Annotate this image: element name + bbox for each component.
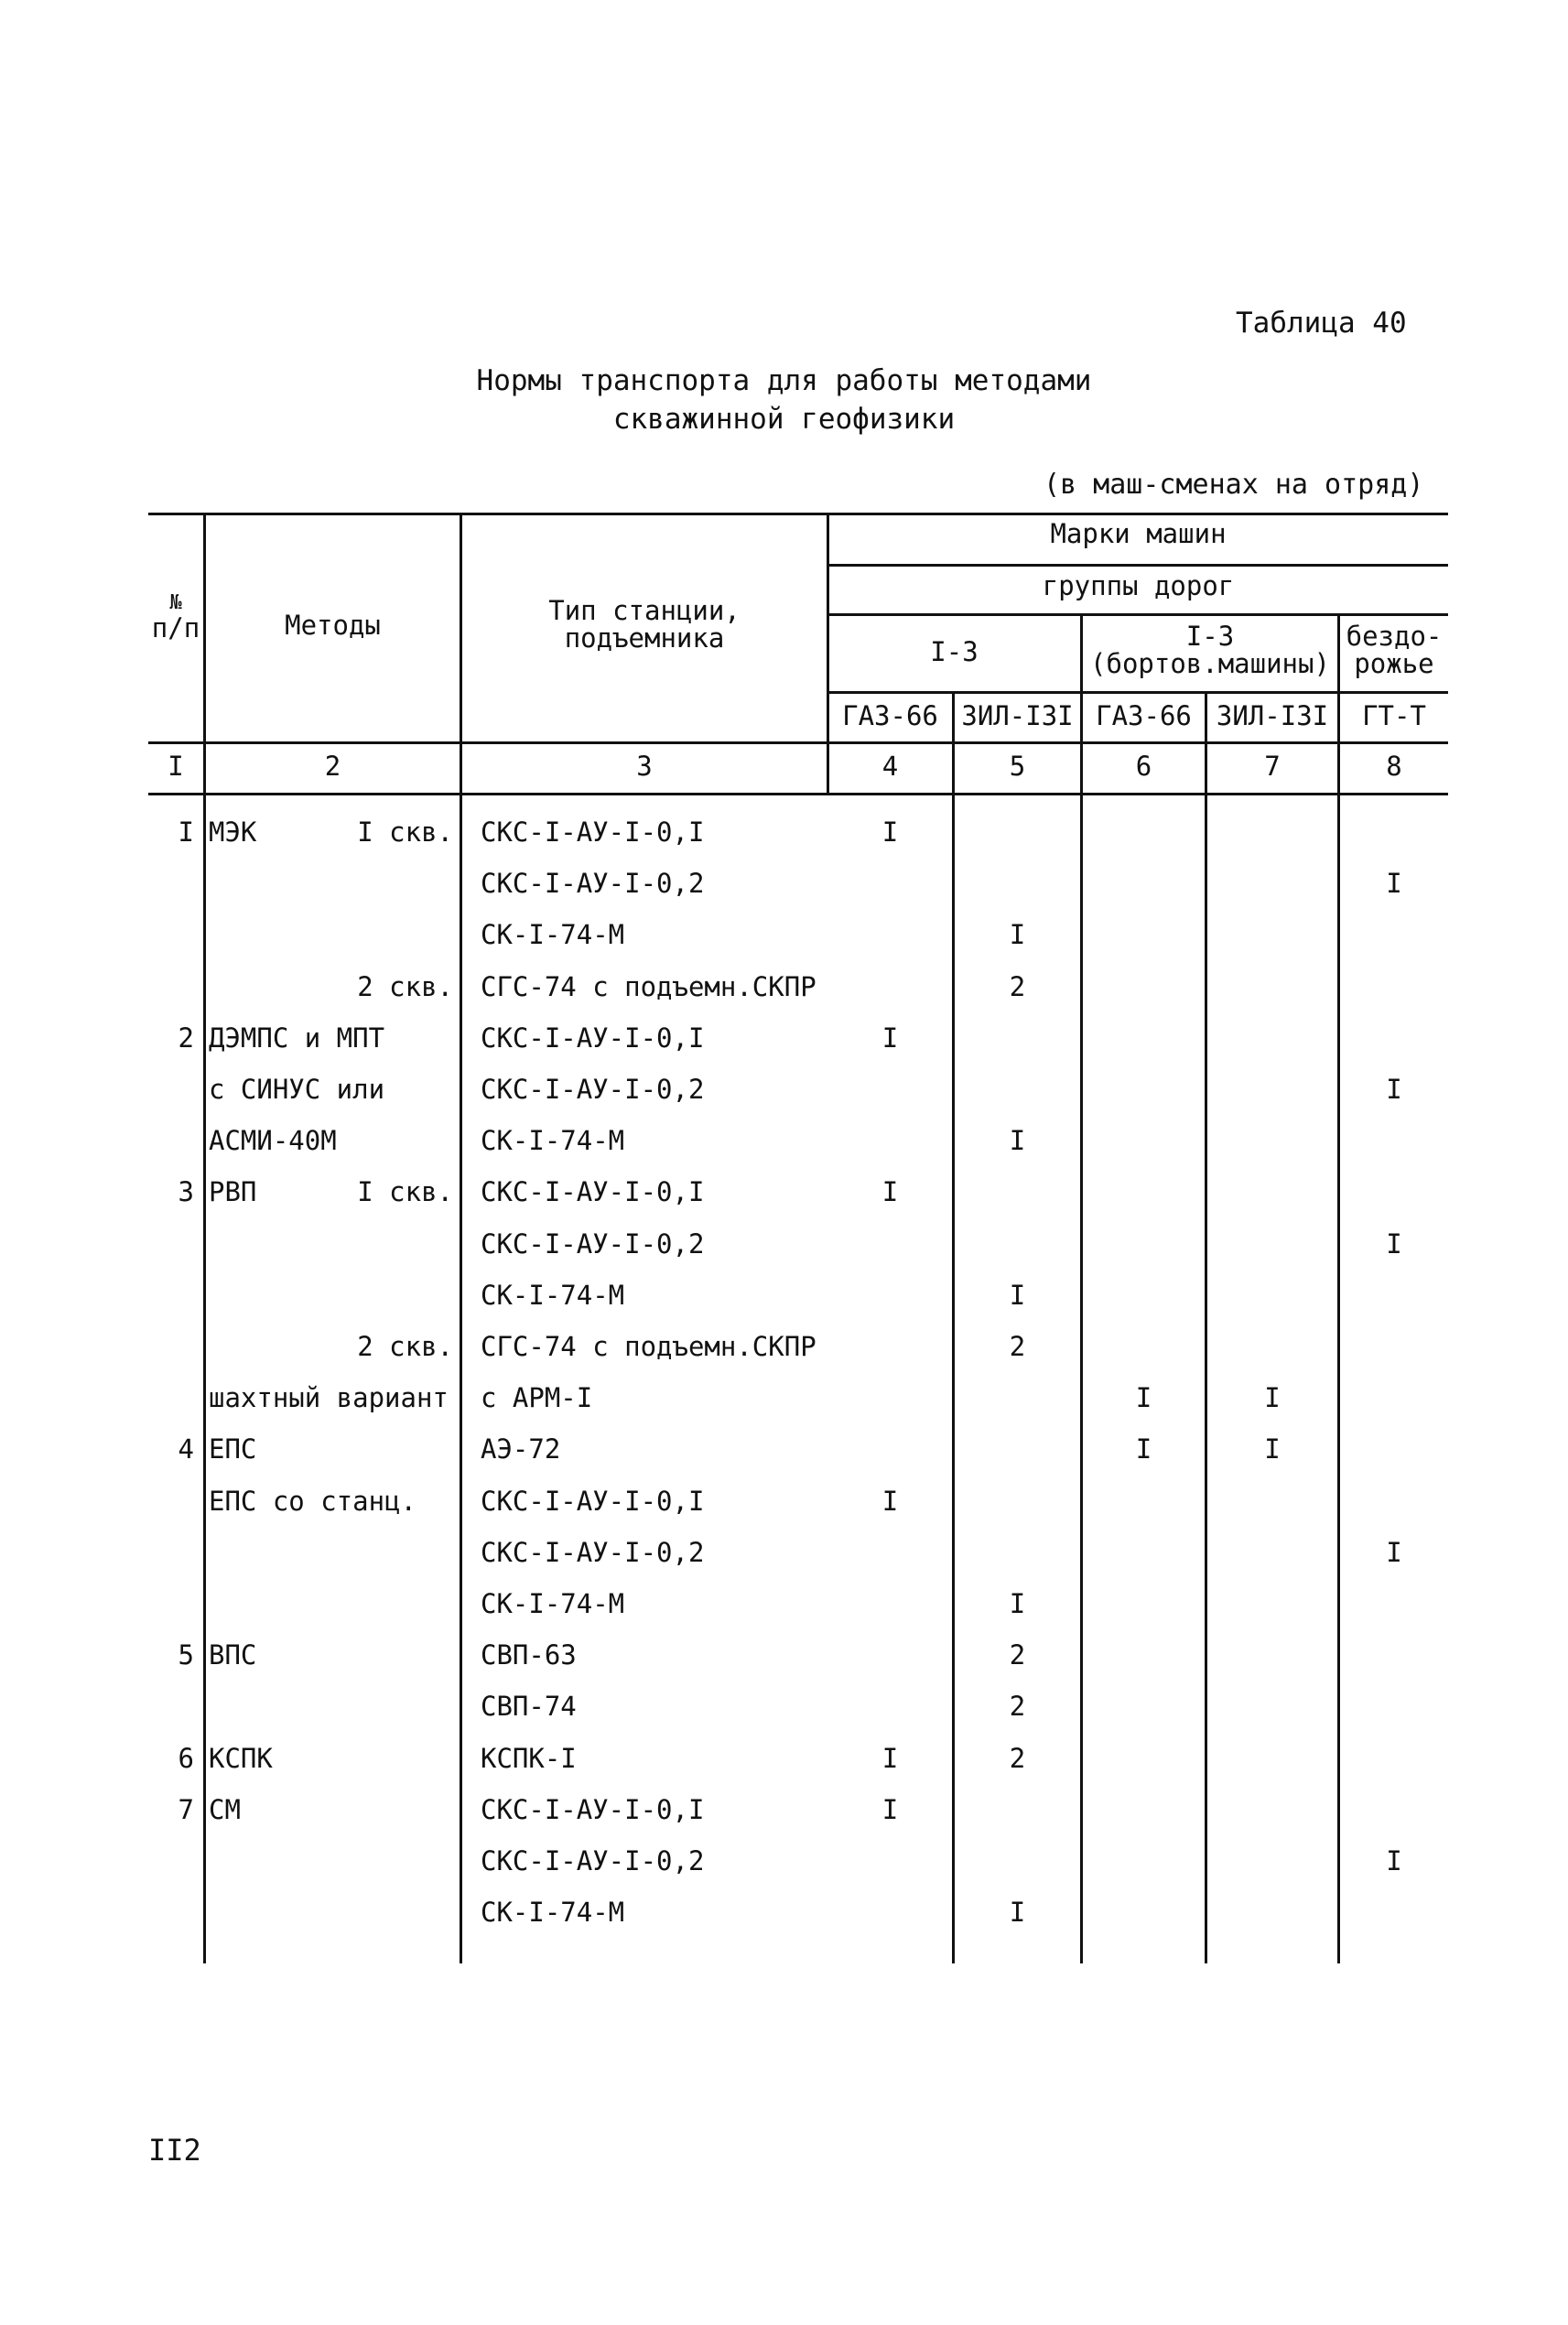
header-pp: п/п <box>151 612 200 643</box>
header-gaz66-b: ГАЗ-66 <box>1096 700 1192 731</box>
method-cell: КСПК <box>209 1743 273 1774</box>
col-divider-6 <box>1205 793 1207 1963</box>
gaz66-value: I <box>881 1743 899 1774</box>
station-type-cell: СКС-I-АУ-I-0,I <box>481 816 705 848</box>
station-type-cell: СКС-I-АУ-I-0,2 <box>481 1074 705 1105</box>
column-number-2: 2 <box>324 751 341 782</box>
header-offroad-line-1: бездо- <box>1346 621 1443 652</box>
station-type-cell: СКС-I-АУ-I-0,2 <box>481 868 705 899</box>
column-number-3: 3 <box>636 751 653 782</box>
col-divider-7 <box>1337 613 1340 1963</box>
header-group-1-3-side <box>1083 622 1337 677</box>
zil131-value: I <box>1009 1125 1026 1156</box>
table-unit: (в маш-сменах на отряд) <box>1044 469 1424 501</box>
station-type-cell: СКС-I-АУ-I-0,I <box>481 1022 705 1054</box>
zil131-value: 2 <box>1009 1743 1026 1774</box>
column-number-6: 6 <box>1135 751 1152 782</box>
row-number: 5 <box>178 1639 194 1671</box>
method-cell: РВП <box>209 1176 257 1207</box>
header-gtt: ГТ-Т <box>1362 700 1426 731</box>
brands-underline <box>828 564 1448 567</box>
header-group-1-3: I-3 <box>930 636 979 667</box>
col-divider-5 <box>1080 613 1083 1963</box>
station-type-cell: СГС-74 с подъемн.СКПР <box>481 971 816 1002</box>
station-type-cell: СВП-63 <box>481 1639 577 1671</box>
gaz66-value: I <box>881 1176 899 1207</box>
header-gaz66-a: ГАЗ-66 <box>842 700 938 731</box>
road-groups-underline <box>828 613 1448 616</box>
column-number-5: 5 <box>1009 751 1026 782</box>
station-type-cell: СКС-I-АУ-I-0,2 <box>481 1537 705 1568</box>
header-car-brands: Марки машин <box>1050 518 1227 549</box>
gtt-value: I <box>1386 1228 1402 1260</box>
row-number: 4 <box>178 1433 194 1465</box>
zil131-value: 2 <box>1009 1691 1026 1722</box>
header-number-sign: № <box>169 591 182 614</box>
header-offroad <box>1340 622 1448 677</box>
column-number-1: I <box>168 751 184 782</box>
zil131-value: I <box>1009 1897 1026 1928</box>
station-type-cell: КСПК-I <box>481 1743 577 1774</box>
station-type-cell: с АРМ-I <box>481 1382 593 1413</box>
header-station-type <box>462 597 827 652</box>
header-road-groups: группы дорог <box>1042 570 1235 601</box>
station-type-cell: АЭ-72 <box>481 1433 561 1465</box>
station-type-cell: СК-I-74-М <box>481 1125 625 1156</box>
gaz66-value: I <box>881 1486 899 1517</box>
header-row-number <box>148 593 203 643</box>
header-group-1-3b-line-1: I-3 <box>1185 621 1235 652</box>
column-number-4: 4 <box>881 751 899 782</box>
gaz66-side-value: I <box>1135 1433 1152 1465</box>
row-number: 7 <box>178 1794 194 1825</box>
header-offroad-line-2: рожье <box>1354 648 1434 679</box>
header-methods: Методы <box>285 610 381 641</box>
zil131-value: 2 <box>1009 971 1026 1002</box>
row-number: 6 <box>178 1743 194 1774</box>
header-zil131-a: ЗИЛ-I3I <box>961 700 1074 731</box>
station-type-cell: СКС-I-АУ-I-0,2 <box>481 1845 705 1876</box>
header-group-1-3b-line-2: (бортов.машины) <box>1090 648 1330 679</box>
gaz66-value: I <box>881 816 899 848</box>
station-type-cell: СКС-I-АУ-I-0,2 <box>481 1228 705 1260</box>
header-zil131-b: ЗИЛ-I3I <box>1216 700 1329 731</box>
station-type-cell: СКС-I-АУ-I-0,I <box>481 1486 705 1517</box>
column-number-8: 8 <box>1386 751 1402 782</box>
gaz66-value: I <box>881 1022 899 1054</box>
groups-underline <box>828 691 1448 694</box>
method-cell: МЭК <box>209 816 257 848</box>
method-cell: ЕПС <box>209 1433 257 1465</box>
station-type-cell: СГС-74 с подъемн.СКПР <box>481 1331 816 1362</box>
method-cell: ВПС <box>209 1639 257 1671</box>
gaz66-side-value: I <box>1135 1382 1152 1413</box>
zil131-value: I <box>1009 1280 1026 1311</box>
gtt-value: I <box>1386 1074 1402 1105</box>
gtt-value: I <box>1386 868 1402 899</box>
method-wells-cell: 2 скв. <box>357 1331 453 1362</box>
row-number: 2 <box>178 1022 194 1054</box>
method-cell: СМ <box>209 1794 241 1825</box>
station-type-cell: СК-I-74-М <box>481 919 625 950</box>
table-title-line-1: Нормы транспорта для работы методами <box>476 364 1092 397</box>
table-title-line-2: скважинной геофизики <box>612 403 956 436</box>
zil131-value: I <box>1009 919 1026 950</box>
method-wells-cell: I скв. <box>357 816 453 848</box>
station-type-cell: СК-I-74-М <box>481 1897 625 1928</box>
gtt-value: I <box>1386 1845 1402 1876</box>
row-number: I <box>178 816 194 848</box>
header-bottom-border <box>148 741 1448 744</box>
row-number: 3 <box>178 1176 194 1207</box>
station-type-cell: СК-I-74-М <box>481 1588 625 1619</box>
header-station-line-2: подъемника <box>564 622 725 654</box>
col-divider-1 <box>203 513 206 1963</box>
table-top-border <box>148 513 1448 515</box>
method-cell: шахтный вариант <box>209 1382 449 1413</box>
col-divider-2 <box>460 513 462 1963</box>
station-type-cell: СКС-I-АУ-I-0,I <box>481 1794 705 1825</box>
col-numbers-bottom-border <box>148 793 1448 795</box>
method-cell: АСМИ-40М <box>209 1125 337 1156</box>
col-divider-4 <box>952 793 955 1963</box>
station-type-cell: СВП-74 <box>481 1691 577 1722</box>
method-cell: ДЭМПС и МПТ <box>209 1022 385 1054</box>
zil131-value: 2 <box>1009 1331 1026 1362</box>
gtt-value: I <box>1386 1537 1402 1568</box>
table-caption: Таблица 40 <box>1236 307 1407 340</box>
column-number-7: 7 <box>1264 751 1281 782</box>
zil131-value: 2 <box>1009 1639 1026 1671</box>
gaz66-value: I <box>881 1794 899 1825</box>
station-type-cell: СК-I-74-М <box>481 1280 625 1311</box>
method-cell: с СИНУС или <box>209 1074 385 1105</box>
zil131-side-value: I <box>1264 1433 1281 1465</box>
zil131-value: I <box>1009 1588 1026 1619</box>
page-number: II2 <box>148 2133 201 2168</box>
station-type-cell: СКС-I-АУ-I-0,I <box>481 1176 705 1207</box>
zil131-side-value: I <box>1264 1382 1281 1413</box>
method-wells-cell: I скв. <box>357 1176 453 1207</box>
method-cell: ЕПС со станц. <box>209 1486 416 1517</box>
method-wells-cell: 2 скв. <box>357 971 453 1002</box>
header-station-line-1: Тип станции, <box>548 595 741 626</box>
